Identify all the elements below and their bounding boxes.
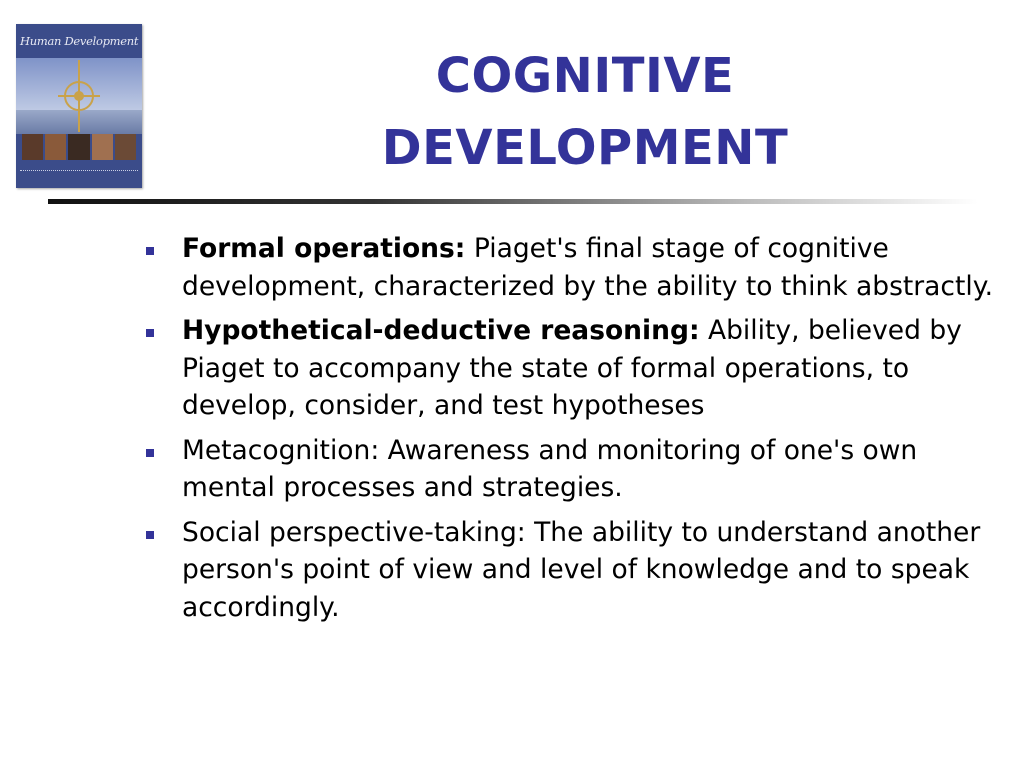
slide-title-line-2: DEVELOPMENT [381, 120, 789, 176]
square-bullet-icon [146, 247, 154, 255]
bullet-text: Social perspective-taking: The ability to understand another person's point of view and level of knowledge and to speak accordingly. [182, 516, 981, 623]
compass-icon [54, 60, 104, 132]
book-authors-line [20, 170, 138, 175]
bullet-list [142, 230, 1002, 633]
book-title: Human Development [20, 34, 139, 48]
bullet-text: Metacognition: Awareness and monitoring of one's own mental processes and strategies. [182, 434, 918, 503]
book-cover-image [16, 24, 142, 188]
bullet-term: Hypothetical-deductive reasoning: [182, 315, 700, 346]
slide-title-line-1: COGNITIVE [435, 48, 735, 104]
bullet-item [142, 312, 1002, 425]
book-cover-photos [22, 134, 136, 160]
square-bullet-icon [146, 531, 154, 539]
bullet-item [142, 432, 1002, 507]
title-divider [48, 199, 978, 204]
bullet-text: Piaget's final stage of cognitive development, characterized by the ability to think abstractly. [182, 233, 994, 302]
bullet-item [142, 514, 1002, 627]
square-bullet-icon [146, 449, 154, 457]
bullet-item [142, 230, 1002, 305]
bullet-term: Formal operations: [182, 233, 466, 264]
slide-title [300, 40, 870, 184]
square-bullet-icon [146, 329, 154, 337]
bullet-text: Ability, believed by Piaget to accompany the state of formal operations, to develop, consider, and test hypotheses [182, 315, 962, 421]
